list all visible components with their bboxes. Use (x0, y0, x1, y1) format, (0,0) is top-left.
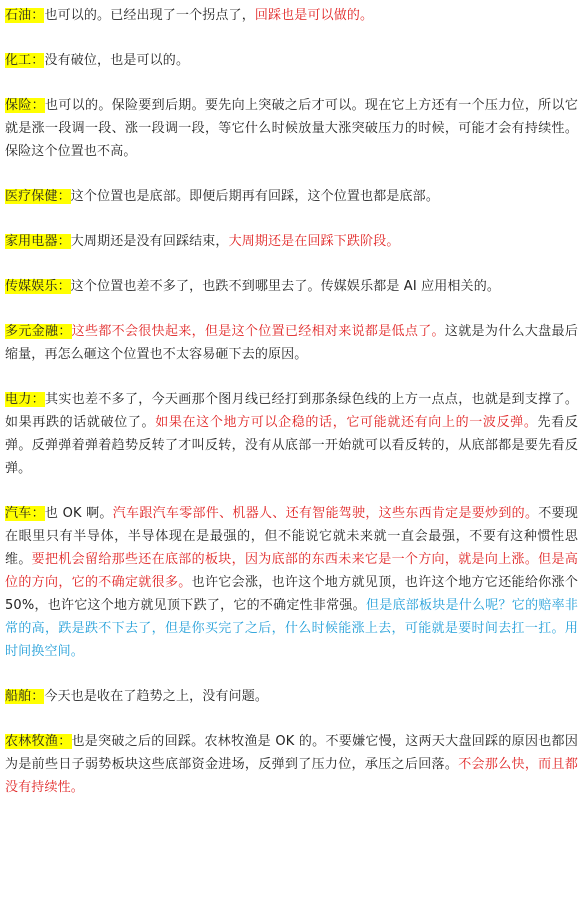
sector-label: 多元金融： (5, 324, 72, 339)
sector-label: 船舶： (5, 689, 45, 704)
sector-label: 医疗保健： (5, 189, 71, 204)
text-segment: 也是突破之后的回踩。农林牧渔是 OK 的。不要嫌它慢，这两天大盘回踩的原因也都因为是前些日子弱势板块这些底部资金进场，反弹到了压力位，承压之后回落。 (5, 734, 578, 772)
emphasis-segment: 如果在这个地方可以企稳的话，它可能就还有向上的一波反弹。 (155, 415, 538, 430)
sector-label: 化工： (5, 53, 45, 68)
text-segment: 这就是为什么大盘最后缩量，再怎么砸这个位置也不太容易砸下去的原因。 (5, 324, 578, 362)
emphasis-segment: 汽车跟汽车零部件、机器人、还有智能驾驶，这些东西肯定是要炒到的。 (112, 506, 539, 521)
sector-label: 农林牧渔： (5, 734, 72, 749)
paragraph-media (5, 275, 578, 298)
emphasis-segment: 大周期还是在回踩下跌阶段。 (228, 234, 400, 249)
paragraph-shipbuilding (5, 685, 578, 708)
paragraph-appliances (5, 230, 578, 253)
sector-label: 家用电器： (5, 234, 71, 249)
text-segment: 也可以的。已经出现了一个拐点了， (44, 8, 255, 23)
paragraph-insurance (5, 94, 578, 163)
paragraph-chemical (5, 49, 578, 72)
paragraph-finance (5, 320, 578, 366)
emphasis-segment: 不会那么快，而且都没有持续性。 (5, 757, 578, 795)
text-segment: 其实也差不多了，今天画那个图月线已经打到那条绿色线的上方一点点，也就是到支撑了。如果再跌的话就破位了。 (5, 392, 578, 430)
emphasis-segment: 要把机会留给那些还在底部的板块，因为底部的东西未来它是一个方向，就是向上涨。但是高位的方向，它的不确定就很多。 (5, 552, 578, 590)
paragraph-power (5, 388, 578, 480)
paragraph-oil (5, 4, 578, 27)
text-segment: 今天也是收在了趋势之上，没有问题。 (44, 689, 269, 704)
sector-label: 传媒娱乐： (5, 279, 71, 294)
text-segment: 不要现在眼里只有半导体，半导体现在是最强的，但不能说它就未来就一直会最强，不要有这种惯性思维。 (5, 506, 578, 567)
sector-label: 汽车： (5, 506, 45, 521)
paragraph-agriculture (5, 730, 578, 799)
document-body (0, 4, 584, 799)
paragraph-auto (5, 502, 578, 663)
sector-label: 保险： (5, 98, 45, 113)
sector-label: 电力： (5, 392, 45, 407)
text-segment: 这个位置也是底部。即便后期再有回踩，这个位置也都是底部。 (70, 189, 439, 204)
text-segment: 这个位置也差不多了，也跌不到哪里去了。传媒娱乐都是 AI 应用相关的。 (70, 279, 501, 294)
text-segment: 也 OK 啊。 (44, 506, 113, 521)
emphasis-segment: 回踩也是可以做的。 (254, 8, 374, 23)
text-segment: 也许它会涨，也许这个地方就见顶，也许这个地方它还能给你涨个 50%，也许它这个地方就见顶下跌了，它的不确定性非常强。 (5, 575, 578, 613)
text-segment: 没有破位，也是可以的。 (44, 53, 190, 68)
text-segment: 也可以的。保险要到后期。要先向上突破之后才可以。现在它上方还有一个压力位，所以它就是涨一段调一段、涨一段调一段，等它什么时候放量大涨突破压力的时候，可能才会有持续性。保险这个位置也不高。 (5, 98, 578, 159)
highlight-blue-segment: 但是底部板块是什么呢？它的赔率非常的高，跌是跌不下去了，但是你买完了之后，什么时候能涨上去，可能就是要时间去扛一扛。用时间换空间。 (5, 598, 578, 659)
text-segment: 先看反弹。反弹弹着弹着趋势反转了才叫反转，没有从底部一开始就可以看反转的，从底部都是要先看反弹。 (5, 415, 578, 476)
sector-label: 石油： (5, 8, 45, 23)
emphasis-segment: 这些都不会很快起来，但是这个位置已经相对来说都是低点了。 (71, 324, 445, 339)
paragraph-healthcare (5, 185, 578, 208)
text-segment: 大周期还是没有回踩结束， (70, 234, 229, 249)
